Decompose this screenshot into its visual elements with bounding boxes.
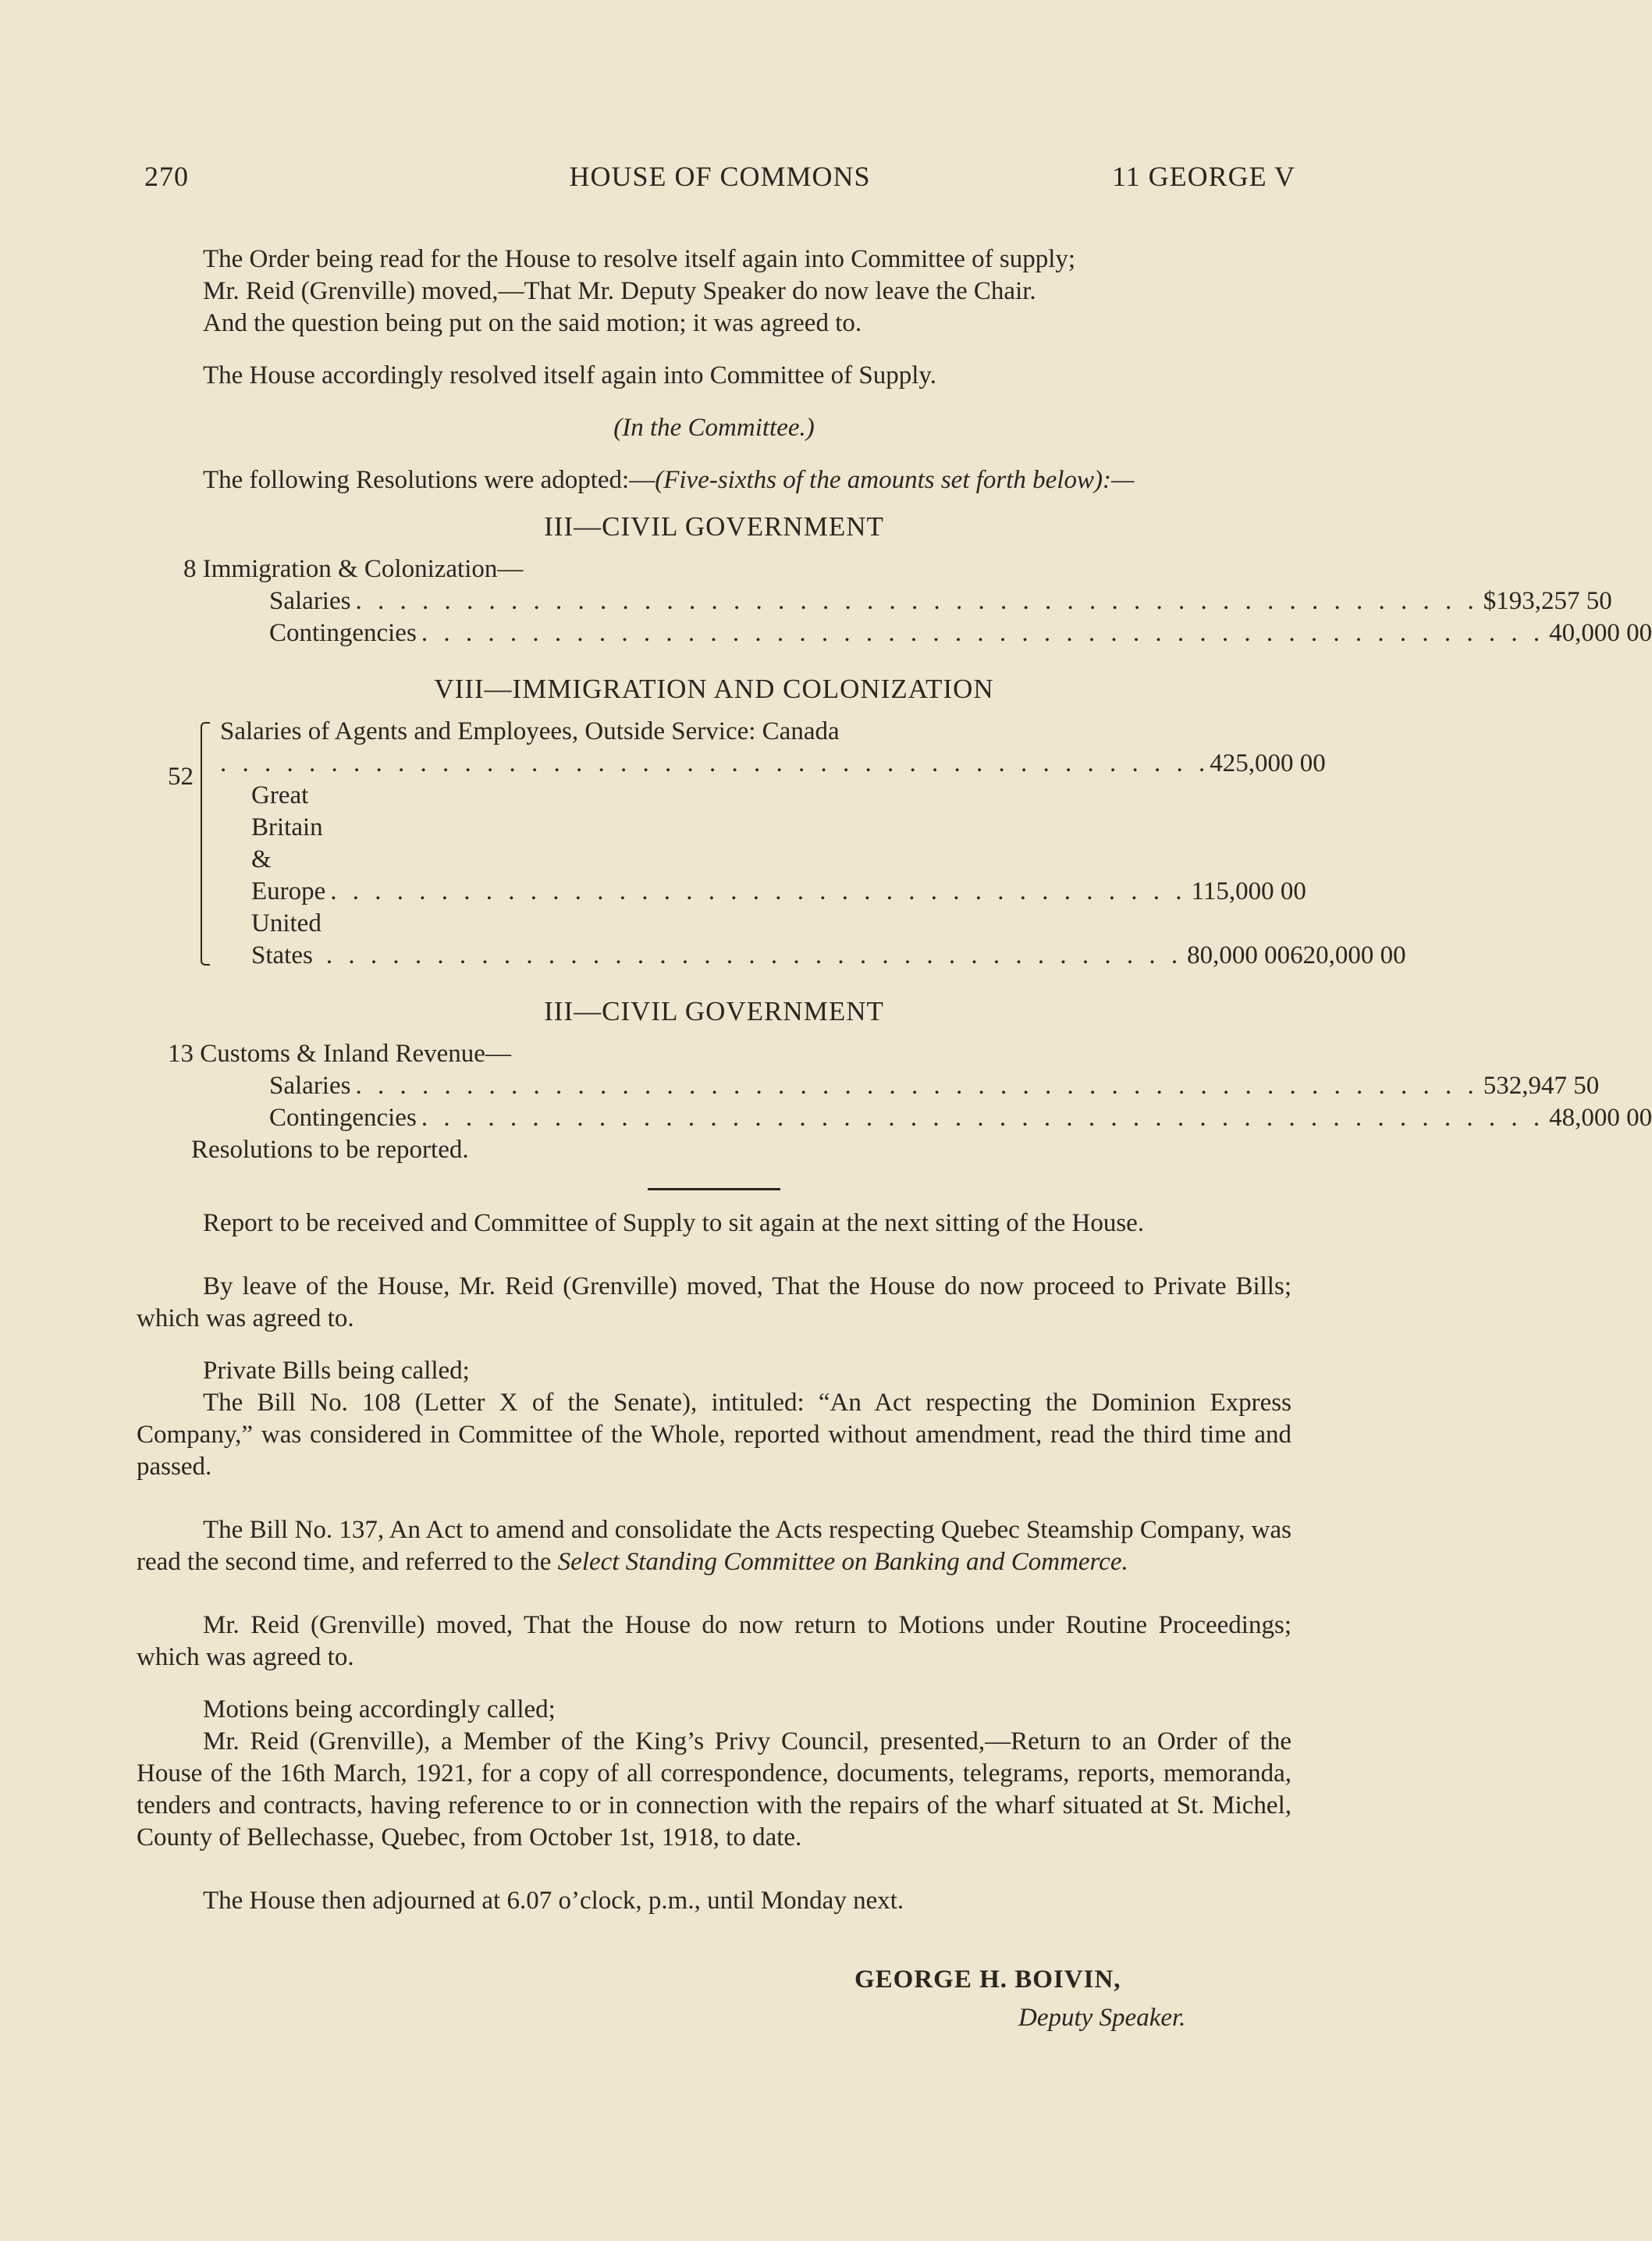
line-item-united-states: United States . . . . . . . . . . . . . . . . . . . . . . . . . . . . . . . . . . . . . . . 80,000 00 620,000 00	[220, 908, 1291, 972]
line-item-contingencies-1: Contingencies . . . . . . . . . . . . . . . . . . . . . . . . . . . . . . . . . . . . . . . . . . . . . . . . . . . 40,000 00	[269, 617, 1291, 649]
paragraph-private-bills-called: Private Bills being called;	[203, 1357, 470, 1385]
document-body	[137, 244, 1652, 2034]
line-item-contingencies-2: Contingencies . . . . . . . . . . . . . . . . . . . . . . . . . . . . . . . . . . . . . . . . . . . . . . . . . . . 48,000 00	[269, 1102, 1291, 1134]
vote-title-immigration: 8 Immigration & Colonization—	[183, 555, 524, 583]
page-number: 270	[144, 161, 189, 192]
vote-title-customs: 13 Customs & Inland Revenue—	[168, 1040, 511, 1068]
paragraph-bill-108: The Bill No. 108 (Letter X of the Senate), intituled: “An Act respecting the Dominion Express Company,” was considered in Committee of the Whole, reported without amendment, read the third time and passed.	[137, 1389, 1291, 1481]
paragraph-question-put: And the question being put on the said motion; it was agreed to.	[203, 309, 862, 337]
resolutions-to-be-reported: Resolutions to be reported.	[191, 1136, 469, 1164]
amount: 48,000 00	[1549, 1104, 1652, 1132]
paragraph-private-bills-leave: By leave of the House, Mr. Reid (Grenville) moved, That the House do now proceed to Private Bills; which was agreed to.	[137, 1272, 1291, 1332]
amount: 532,947 50	[1483, 1072, 1600, 1100]
paragraph-order-read: The Order being read for the House to resolve itself again into Committee of supply;	[203, 245, 1076, 273]
brace	[201, 722, 210, 966]
paragraph-bill-137: The Bill No. 137, An Act to amend and consolidate the Acts respecting Quebec Steamship Company, was read the second time, and referred to the Select Standing Committee on Banking and Commerce.	[137, 1516, 1291, 1576]
signature-name: GEORGE H. BOIVIN,	[854, 1965, 1121, 1994]
paragraph-adjourned: The House then adjourned at 6.07 o’clock, p.m., until Monday next.	[203, 1887, 904, 1915]
section-heading-civil-government-1: III—CIVIL GOVERNMENT	[544, 511, 884, 542]
signature-title: Deputy Speaker.	[1018, 2004, 1186, 2032]
paragraph-motions-called: Motions being accordingly called;	[203, 1695, 556, 1723]
paragraph-reid-moved: Mr. Reid (Grenville) moved,—That Mr. Deputy Speaker do now leave the Chair.	[203, 277, 1036, 305]
page-title: HOUSE OF COMMONS	[569, 161, 871, 192]
line-item-salaries-1: Salaries . . . . . . . . . . . . . . . . . . . . . . . . . . . . . . . . . . . . . . . . . . . . . . . . . . . $193,257 50	[269, 585, 1291, 617]
line-item-canada: . . . . . . . . . . . . . . . . . . . . . . . . . . . . . . . . . . . . . . . . . . . . . 425,000 00	[220, 748, 1291, 780]
line-item-great-britain: Great Britain & Europe . . . . . . . . . . . . . . . . . . . . . . . . . . . . . . . . . . . . . . . 115,000 00	[220, 780, 1291, 908]
vote-52-description: Salaries of Agents and Employees, Outside Service: Canada	[220, 717, 840, 745]
in-committee-heading: (In the Committee.)	[613, 414, 815, 442]
section-heading-civil-government-2: III—CIVIL GOVERNMENT	[544, 996, 884, 1026]
vote-number: 52	[168, 763, 194, 791]
session-label: 11 GEORGE V	[1112, 161, 1295, 192]
paragraph-return-order: Mr. Reid (Grenville), a Member of the King’s Privy Council, presented,—Return to an Order of the House of the 16th March, 1921, for a copy of all correspondence, documents, telegrams, reports, memoranda, tenders and contracts, having reference to or in connection with the repairs of the wharf situated at St. Michel, County of Bellechasse, Quebec, from October 1st, 1918, to date.	[137, 1727, 1291, 1851]
page-header	[144, 160, 1295, 199]
amount: $193,257 50	[1483, 587, 1612, 615]
amount: 40,000 00	[1549, 619, 1652, 647]
amount: 425,000 00	[1210, 749, 1326, 777]
paragraph-report: Report to be received and Committee of Supply to sit again at the next sitting of the House.	[203, 1209, 1145, 1237]
vote-52-block	[137, 716, 1406, 972]
divider-rule	[648, 1188, 780, 1190]
amount: 80,000 00	[1187, 941, 1291, 969]
amount: 115,000 00	[1191, 877, 1306, 905]
paragraph-house-resolved: The House accordingly resolved itself again into Committee of Supply.	[203, 361, 936, 390]
line-item-salaries-2: Salaries . . . . . . . . . . . . . . . . . . . . . . . . . . . . . . . . . . . . . . . . . . . . . . . . . . . 532,947 50	[269, 1070, 1291, 1102]
paragraph-resolutions-intro: The following Resolutions were adopted:—(Five-sixths of the amounts set forth below):—	[203, 466, 1135, 494]
vote-52-total: 620,000 00	[1290, 941, 1406, 969]
section-heading-immigration: VIII—IMMIGRATION AND COLONIZATION	[434, 674, 994, 704]
paragraph-routine-proceedings: Mr. Reid (Grenville) moved, That the House do now return to Motions under Routine Proceedings; which was agreed to.	[137, 1611, 1291, 1671]
